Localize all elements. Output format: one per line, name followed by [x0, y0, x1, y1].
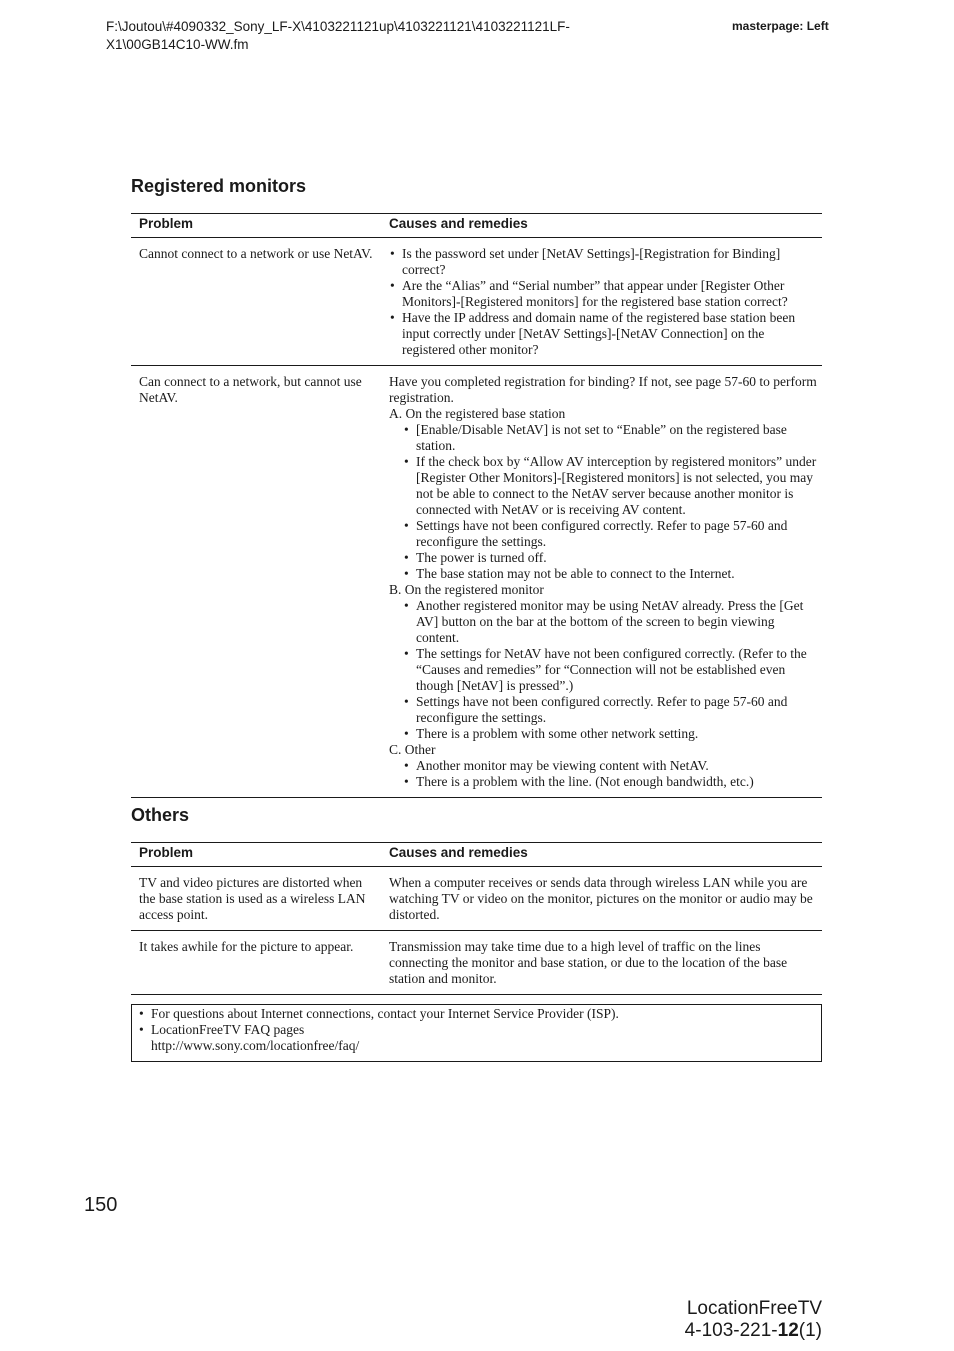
group-heading-b: B. On the registered monitor	[389, 582, 544, 597]
remedy-intro: Have you completed registration for binding? If not, see page 57-60 to perform registration.	[389, 374, 817, 405]
column-header-problem: Problem	[131, 843, 381, 867]
note-item-faq	[138, 1022, 815, 1054]
list-item: • Have the IP address and domain name of the registered base station been input correctly under [NetAV Settings]-[NetAV Connection] on the registered other monitor?	[389, 310, 818, 358]
list-item: • Another registered monitor may be using NetAV already. Press the [Get AV] button on the bar at the bottom of the screen to begin viewing content.	[403, 598, 818, 646]
list-item: • Are the “Alias” and “Serial number” that appear under [Register Other Monitors]-[Registered monitors] for the registered base station correct?	[389, 278, 818, 310]
faq-label: • LocationFreeTV FAQ pages	[151, 1022, 305, 1037]
section-title-others: Others	[131, 805, 190, 825]
masterpage-label: masterpage: Left	[732, 19, 829, 33]
file-path-line2: X1\00GB14C10-WW.fm	[106, 37, 249, 52]
remedy-list	[389, 246, 818, 358]
problem-cell: Can connect to a network, but cannot use NetAV.	[131, 366, 381, 798]
list-item: • Settings have not been configured correctly. Refer to page 57-60 and reconfigure the settings.	[403, 694, 818, 726]
part-prefix: 4-103-221-	[684, 1320, 778, 1341]
note-box	[131, 1004, 822, 1062]
file-path	[106, 18, 666, 54]
list-item: • [Enable/Disable NetAV] is not set to “Enable” on the registered base station.	[403, 422, 818, 454]
remedy-list-a	[389, 422, 818, 582]
list-item: • If the check box by “Allow AV interception by registered monitors” under [Register Other Monitors]-[Registered monitors] is not selected, you may not be able to connect to the NetAV server because another monitor is connected with NetAV or is receiving AV content.	[403, 454, 818, 518]
column-header-causes: Causes and remedies	[381, 214, 822, 238]
column-header-causes: Causes and remedies	[381, 843, 822, 867]
part-bold: 12	[777, 1320, 799, 1341]
list-item: • The power is turned off.	[403, 550, 818, 566]
list-item: • Another monitor may be viewing content with NetAV.	[403, 758, 818, 774]
table-row	[131, 238, 822, 366]
problem-cell: Cannot connect to a network or use NetAV.	[131, 238, 381, 366]
remedy-list-c	[389, 758, 818, 790]
list-item: • There is a problem with some other network setting.	[403, 726, 818, 742]
part-suffix: (1)	[798, 1320, 822, 1341]
causes-cell	[381, 366, 822, 798]
column-header-problem: Problem	[131, 214, 381, 238]
list-item: • The base station may not be able to connect to the Internet.	[403, 566, 818, 582]
list-item: • Settings have not been configured correctly. Refer to page 57-60 and reconfigure the settings.	[403, 518, 818, 550]
product-code	[685, 1298, 822, 1342]
problem-cell: It takes awhile for the picture to appear.	[131, 931, 381, 995]
others-table	[131, 842, 822, 995]
causes-cell: When a computer receives or sends data through wireless LAN while you are watching TV or video on the monitor, pictures on the monitor or audio may be distorted.	[381, 867, 822, 931]
faq-url: http://www.sony.com/locationfree/faq/	[151, 1038, 360, 1053]
problem-cell: TV and video pictures are distorted when the base station is used as a wireless LAN access point.	[131, 867, 381, 931]
causes-cell: Transmission may take time due to a high level of traffic on the lines connecting the monitor and base station, or due to the location of the base station and monitor.	[381, 931, 822, 995]
group-heading-a: A. On the registered base station	[389, 406, 566, 421]
remedy-list-b	[389, 598, 818, 742]
list-item: • There is a problem with the line. (Not enough bandwidth, etc.)	[403, 774, 818, 790]
table-row	[131, 867, 822, 931]
file-path-line1: F:\Joutou\#4090332_Sony_LF-X\4103221121up\4103221121\4103221121LF-	[106, 19, 570, 34]
causes-cell	[381, 238, 822, 366]
list-item: • The settings for NetAV have not been configured correctly. (Refer to the “Causes and remedies” for “Connection will not be established even though [NetAV] is pressed”.)	[403, 646, 818, 694]
table-row	[131, 366, 822, 798]
part-number	[685, 1320, 822, 1342]
table-header-row	[131, 214, 822, 238]
group-heading-c: C. Other	[389, 742, 436, 757]
page-number: 150	[84, 1194, 118, 1216]
note-item-isp: • For questions about Internet connections, contact your Internet Service Provider (ISP).	[138, 1006, 815, 1022]
product-name: LocationFreeTV	[686, 1298, 822, 1319]
note-list	[138, 1006, 815, 1054]
table-header-row	[131, 843, 822, 867]
table-row	[131, 931, 822, 995]
list-item: • Is the password set under [NetAV Settings]-[Registration for Binding] correct?	[389, 246, 818, 278]
registered-monitors-table	[131, 213, 822, 798]
section-title-registered-monitors: Registered monitors	[131, 176, 307, 196]
